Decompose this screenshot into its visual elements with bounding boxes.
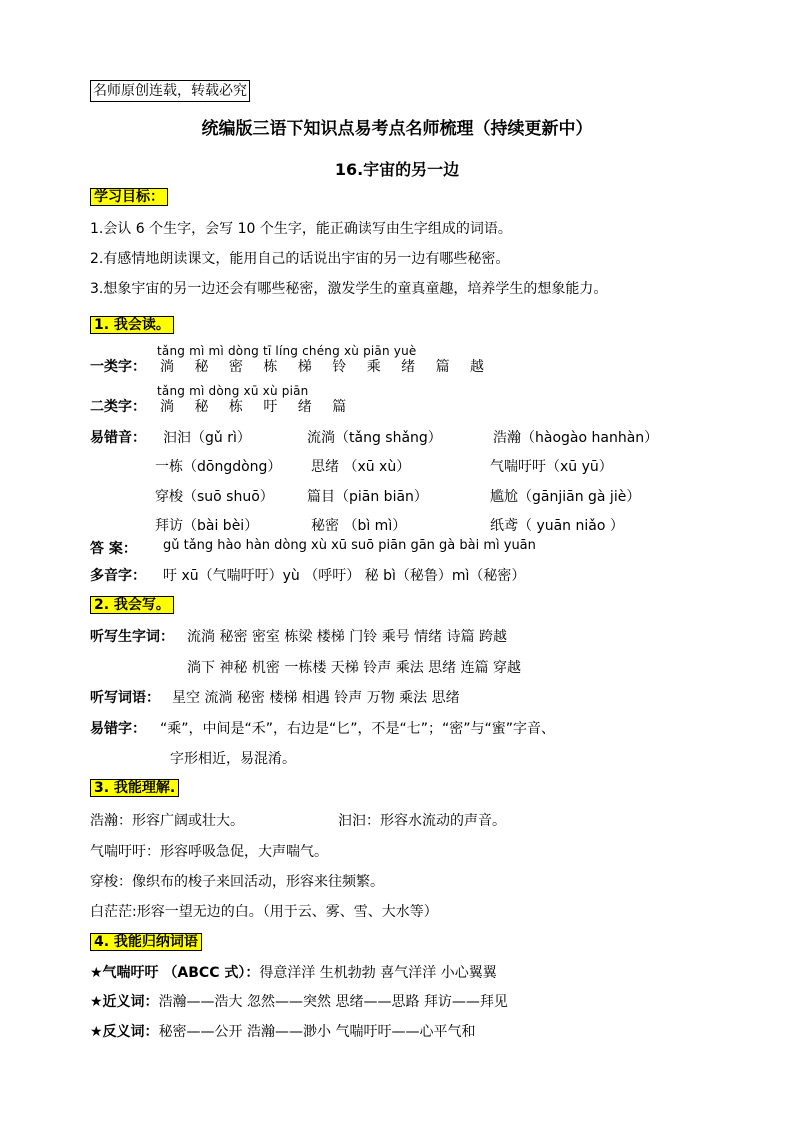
goal-item: 1.会认 6 个生字，会写 10 个生字，能正确读写由生字组成的词语。 [90,221,512,237]
yicuo-item: 拜访（bài bèi） [155,518,259,534]
summary-label: ★反义词： [90,1024,159,1040]
lesson-title: 16.宇宙的另一边 [334,160,460,179]
ciyu-text: 星空 流淌 秘密 楼梯 相遇 铃声 万物 乘法 思绪 [172,690,460,706]
answer-label: 答 案： [90,541,137,557]
section-read-heading: 1. 我会读。 [90,315,174,335]
class2-label: 二类字： [90,399,146,415]
duoyin-text: 吁 xū（气喘吁吁）yù （呼吁） 秘 bì（秘鲁）mì（秘密） [163,568,526,584]
summary-label: ★近义词： [90,994,159,1010]
tingxie-line: 流淌 秘密 密室 栋梁 楼梯 门铃 乘号 情绪 诗篇 跨越 [187,629,508,645]
summary-text: 秘密——公开 浩瀚——渺小 气喘吁吁——心平气和 [158,1024,476,1040]
yicuo-item: 气喘吁吁（xū yū） [490,459,613,475]
summary-row [90,1021,475,1041]
summary-text: 得意洋洋 生机勃勃 喜气洋洋 小心翼翼 [259,965,497,981]
yicuo-item: 篇目（piān biān） [307,489,428,505]
summary-label: ★气喘吁吁 （ABCC 式）： [90,965,260,981]
yicuo-item: 穿梭（suō shuō） [155,489,274,505]
yicuo-item: 秘密 （bì mì） [311,518,407,534]
yicuozi-label: 易错字： [90,721,146,737]
section-understand-heading: 3. 我能理解. [90,778,179,798]
definition-item: 浩瀚：形容广阔或壮大。 [90,813,244,829]
definition-item: 白茫茫:形容一望无边的白。（用于云、雾、雪、大水等） [90,904,438,920]
class2-pinyin: tǎng mì dòng xū xù piān [157,384,309,398]
yicuo-item: 浩瀚（hàogào hanhàn） [493,430,659,446]
definition-item: 穿梭：像织布的梭子来回活动，形容来往频繁。 [90,874,384,890]
class1-label: 一类字： [90,359,146,375]
yicuo-item: 纸鸢（ yuān niǎo ） [490,518,624,534]
yicuo-item: 流淌（tǎng shǎng） [307,430,442,446]
summary-row [90,962,497,982]
duoyin-label: 多音字： [90,568,146,584]
section-goals-heading: 学习目标： [90,187,168,207]
definition-item: 汩汩：形容水流动的声音。 [338,813,506,829]
tingxie-label: 听写生字词： [90,629,174,645]
goal-item: 2.有感情地朗读课文，能用自己的话说出宇宙的另一边有哪些秘密。 [90,251,510,267]
copyright-notice: 名师原创连载，转载必究 [90,80,250,102]
summary-row [90,991,508,1011]
yicuo-item: 汩汩（gǔ rì） [163,430,251,446]
goal-item: 3.想象宇宙的另一边还会有哪些秘密，激发学生的童真童趣，培养学生的想象能力。 [90,281,608,297]
yicuo-item: 一栋（dōngdòng） [155,459,282,475]
class1-chars: 淌 秘 密 栋 梯 铃 乘 绪 篇 越 [160,359,493,375]
answer-text: gǔ tǎng hào hàn dòng xù xū suō piān gān gà bài mì yuān [163,538,536,553]
yicuo-label: 易错音： [90,430,146,446]
class1-pinyin: tǎng mì mì dòng tī líng chéng xù piān yuè [157,344,417,358]
definition-item: 气喘吁吁：形容呼吸急促，大声喘气。 [90,844,328,860]
tingxie-line: 淌下 神秘 机密 一栋楼 天梯 铃声 乘法 思绪 连篇 穿越 [187,660,522,676]
summary-text: 浩瀚——浩大 忽然——突然 思绪——思路 拜访——拜见 [158,994,508,1010]
yicuozi-line: 字形相近，易混淆。 [170,751,296,767]
section-write-heading: 2. 我会写。 [90,595,174,615]
yicuozi-line: “乘”，中间是“禾”，右边是“匕”，不是“七”；“密”与“蜜”字音、 [160,721,556,737]
class2-chars: 淌 秘 栋 吁 绪 篇 [160,399,355,415]
yicuo-item: 尴尬（gānjiān gà jiè） [490,489,641,505]
yicuo-item: 思绪 （xū xù） [311,459,411,475]
page-title: 统编版三语下知识点易考点名师梳理（持续更新中） [201,119,593,139]
ciyu-label: 听写词语： [90,690,160,706]
section-summarize-heading: 4. 我能归纳词语 [90,932,202,952]
